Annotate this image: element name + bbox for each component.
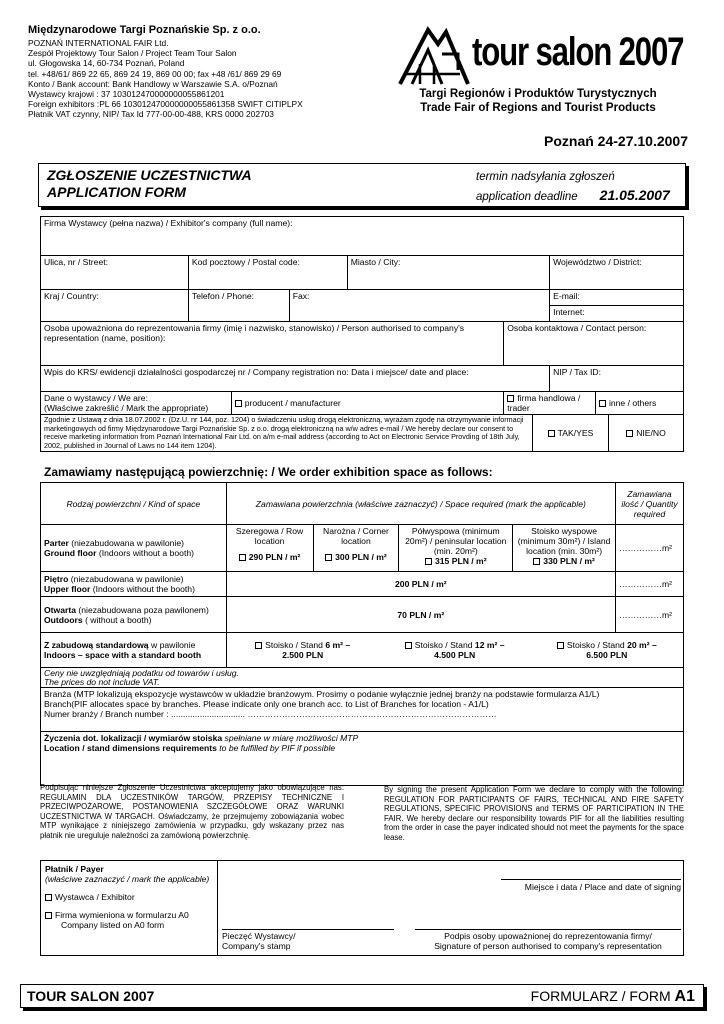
- stand-label: Stoisko / Stand: [414, 640, 473, 650]
- street-field[interactable]: Ulica, nr / Street:: [41, 256, 189, 290]
- stand-label: Stoisko / Stand: [265, 640, 323, 650]
- checkbox-icon[interactable]: [599, 400, 606, 407]
- upper-en: Upper floor: [44, 584, 91, 594]
- other-option[interactable]: [595, 392, 683, 415]
- corner-location-option[interactable]: [313, 525, 399, 572]
- stamp-label-en: Company's stamp: [222, 941, 291, 951]
- stamp-area[interactable]: [222, 929, 394, 951]
- exhibitor-details: [40, 216, 684, 452]
- checkbox-icon[interactable]: [239, 554, 246, 561]
- row-location-option[interactable]: [226, 525, 313, 572]
- option-price: 300 PLN / m²: [335, 552, 387, 562]
- terms-en: By signing the present Application Form we declare to comply with the following: REGULATION FOR PARTICIPANTS OF FAIRS, TECHNICAL AND FIRE SAFETY REGULATIONS, SPECIFIC PROVISIONS and TERMS OF PARTICIPATION IN THE FAIR. We hereby declare our responsibility towards PIF for all the liabilities resulting from the order in case the payer indicated should not meet the payments for the space lease.: [384, 785, 684, 842]
- deadline-date: 21.05.2007: [599, 187, 670, 203]
- place-date-field[interactable]: Miejsce i data / Place and date of signing: [501, 879, 681, 892]
- footer-title: TOUR SALON 2007: [27, 988, 155, 1004]
- tour-salon-logo: [398, 24, 688, 88]
- fair-name-pl: Targi Regionów i Produktów Turystycznych: [419, 88, 657, 100]
- consent-no-label: NIE/NO: [636, 428, 666, 439]
- payer-company-label: Firma wymieniona w formularzu A0: [55, 910, 189, 920]
- consent-yes-label: TAK/YES: [557, 428, 594, 439]
- branch-number: Numer branży / Branch number : ............................... ……………………………………………………………………………: [44, 709, 497, 720]
- checkbox-icon[interactable]: [325, 554, 332, 561]
- checkbox-icon[interactable]: [425, 558, 432, 565]
- exhibitor-type-title: Dane o wystawcy / We are:: [44, 393, 148, 403]
- ground-pl-sub: (niezabudowana w pawilonie): [71, 538, 184, 548]
- vat-note: [41, 668, 684, 688]
- signature-label-pl: Podpis osoby upoważnionej do reprezentowania firmy/: [444, 931, 652, 941]
- island-location-option[interactable]: [513, 525, 616, 572]
- payer-hint: (właściwe zaznaczyć / mark the applicable): [45, 874, 210, 884]
- payer-exhibitor-option[interactable]: [45, 892, 213, 902]
- logo-mark-icon: [398, 24, 470, 86]
- trader-label: firma handlowa / trader: [507, 393, 581, 413]
- organizer-block: [28, 24, 388, 120]
- outdoors-price: 70 PLN / m²: [226, 597, 615, 633]
- payer-company-option[interactable]: [45, 910, 213, 920]
- option-price: 315 PLN / m²: [434, 556, 487, 566]
- stand-price: 4.500 PLN: [434, 650, 476, 660]
- vat-note-pl: Ceny nie uwzględniają podatku od towarów i usług.: [44, 668, 239, 678]
- outdoors-en: Outdoors: [44, 614, 83, 625]
- province-field[interactable]: Województwo / District:: [550, 256, 684, 290]
- deadline-block: [476, 168, 670, 206]
- location-en: Location / stand dimensions requirements: [44, 743, 217, 754]
- option-price: 330 PLN / m²: [543, 556, 595, 566]
- branch-pl: Branża (MTP lokalizują ekspozycje wystawców w układzie branżowym. Prosimy o podanie wyłącznie jednej branży na podstawie formularza A1/L): [44, 689, 600, 700]
- checkbox-icon[interactable]: [405, 642, 412, 649]
- outdoors-pl-sub: (niezabudowana poza pawilonem): [78, 604, 209, 615]
- ground-pl: Parter: [44, 538, 69, 548]
- organizer-line: POZNAŃ INTERNATIONAL FAIR Ltd.: [28, 38, 169, 48]
- footer-form-code: A1: [674, 988, 695, 1005]
- organizer-line: Zespół Projektowy Tour Salon / Project Team Tour Salon: [28, 48, 237, 59]
- page-footer: [20, 984, 704, 1008]
- organizer-line: Konto / Bank account: Bank Handlowy w Warszawie S.A. o/Poznań: [28, 78, 278, 89]
- logo-text: tour salon 2007: [472, 30, 684, 74]
- consent-no[interactable]: [609, 415, 684, 452]
- upper-pl-sub: (niezabudowana w pawilonie): [70, 574, 184, 584]
- checkbox-icon[interactable]: [557, 642, 564, 649]
- stand-size: 20 m² –: [627, 640, 657, 650]
- trader-option[interactable]: [504, 392, 596, 415]
- postal-field[interactable]: Kod pocztowy / Postal code:: [188, 256, 347, 290]
- standard-booth-label: [41, 633, 227, 668]
- email-field[interactable]: E-mail:: [550, 290, 684, 306]
- upper-pl: Piętro: [44, 574, 69, 584]
- fair-name: [388, 87, 688, 115]
- branch-field[interactable]: [41, 688, 684, 732]
- outdoors-en-sub: ( without a booth): [85, 614, 152, 625]
- stand-price: 6.500 PLN: [586, 650, 628, 660]
- authorised-person-field[interactable]: Osoba upoważniona do reprezentowania firmy (imię i nazwisko, stanowisko) / Person authorised to company's representation (name, position):: [41, 322, 504, 366]
- fax-field[interactable]: Fax:: [289, 290, 549, 322]
- organizer-line: Foreign exhibitors :PL 66 103012470000000055861358 SWIFT CITIPLPX: [28, 99, 303, 110]
- checkbox-icon[interactable]: [235, 400, 242, 407]
- terms-pl: Podpisując niniejsze Zgłoszenie Uczestnictwa akceptujemy jako obowiązujące nas: REGULAMIN DLA UCZESTNIKÓW TARGÓW, PRZEPISY TECHNICZNE I PRZECIWPOŻAROWE, POSTANOWIENIA SZCZEGÓŁOWE ORAZ WARUNKI UCZESTNICTWA W TARGACH. Oświadczamy, że przejmujemy zobowiązania wobec MTP wynikające z niniejszego zamówienia w przypadku, gdy wskazany przez nas płatnik nie ureguluje należności za zamówioną powierzchnię.: [40, 783, 344, 840]
- kind-header: Rodzaj powierzchni / Kind of space: [41, 483, 227, 525]
- location-pl-sub: spełniane w miarę możliwości MTP: [224, 733, 359, 744]
- stand-size: 12 m² –: [474, 640, 505, 650]
- option-label: Półwyspowa (minimum 20m²) / peninsular location (min. 20m²): [405, 526, 507, 556]
- upper-floor-label: [41, 572, 227, 597]
- application-title-en: APPLICATION FORM: [47, 184, 186, 200]
- stamp-label-pl: Pieczęć Wystawcy/: [222, 931, 296, 941]
- space-order-table: [40, 482, 684, 786]
- standard-pl-sub: w pawilonie: [150, 640, 196, 650]
- peninsular-location-option[interactable]: [399, 525, 513, 572]
- location-en-sub: to be fulfilled by PIF if possible: [219, 743, 336, 754]
- ground-en: Ground floor: [44, 548, 97, 558]
- outdoors-pl: Otwarta: [44, 604, 76, 615]
- upper-en-sub: (Indoors without the booth): [92, 584, 195, 594]
- deadline-label-en: application deadline: [476, 191, 578, 203]
- deadline-label-pl: termin nadsyłania zgłoszeń: [476, 171, 615, 183]
- payer-exhibitor-label: Wystawca / Exhibitor: [55, 892, 135, 902]
- city-field[interactable]: Miasto / City:: [347, 256, 549, 290]
- checkbox-icon[interactable]: [255, 642, 262, 649]
- other-label: inne / others: [608, 398, 657, 408]
- checkbox-icon[interactable]: [45, 912, 52, 919]
- signature-field[interactable]: [415, 929, 681, 951]
- standard-en: Indoors – space with a standard booth: [44, 650, 202, 660]
- payer-signature-block: [40, 860, 684, 956]
- payer-company-label-en: Company listed on A0 form: [61, 920, 165, 930]
- payer-section: [41, 861, 218, 955]
- upper-qty-field[interactable]: ……………m²: [616, 572, 684, 597]
- stand-6-option[interactable]: [227, 633, 379, 667]
- registration-field[interactable]: Wpis do KRS/ ewidencji działalności gospodarczej nr / Company registration no: Data i miejsce/ date and place:: [41, 366, 550, 392]
- payer-title: Płatnik / Payer: [45, 864, 104, 874]
- option-label: Stoisko wyspowe (minimum 30m²) / Island location (min. 30m²): [517, 526, 611, 556]
- outdoors-label: [41, 597, 227, 633]
- exhibitor-type-label: [41, 392, 232, 415]
- organizer-company: Międzynarodowe Targi Poznańskie Sp. z o.o.: [28, 24, 261, 36]
- upper-floor-price: 200 PLN / m²: [226, 572, 615, 597]
- option-price: 290 PLN / m²: [248, 552, 301, 562]
- location-pl: Życzenia dot. lokalizacji / wymiarów stoiska: [44, 733, 223, 744]
- ground-floor-label: [41, 525, 227, 572]
- outdoors-qty-field[interactable]: ……………m²: [616, 597, 684, 633]
- stand-20-option[interactable]: [531, 633, 683, 667]
- checkbox-icon[interactable]: [626, 430, 633, 437]
- stand-label: Stoisko / Stand: [566, 640, 625, 650]
- checkbox-icon[interactable]: [507, 395, 514, 402]
- nip-field[interactable]: NIP / Tax ID:: [550, 366, 684, 392]
- consent-text: Zgodnie z Ustawą z dnia 18.07.2002 r. (Dz.U. nr 144, poz. 1204) o świadczeniu usług drogą elektroniczną, wyrażam zgodę na otrzymywanie informacji marketingowych od firmy Międzynarodowe Targi Poznańskie Sp. z o.o. drogą elektroniczną na w/w adres e-mail / We hereby declare our consent to receive marketing information from Poznań International Fair Ltd. on a/m e-mail address (according to Act on Electronic Service Provding of 18th July, 2002, published in Journal of Laws no 144 item 1204).: [41, 415, 533, 452]
- producer-label: producent / manufacturer: [244, 398, 341, 408]
- producer-option[interactable]: [231, 392, 504, 415]
- company-field[interactable]: Firma Wystawcy (pełna nazwa) / Exhibitor's company (full name):: [41, 217, 684, 256]
- organizer-line: tel. +48/61/ 869 22 65, 869 24 19, 869 00 00; fax +48 /61/ 869 29 69: [28, 68, 282, 79]
- order-heading: Zamawiamy następującą powierzchnię: / We order exhibition space as follows:: [44, 465, 493, 479]
- ground-en-sub: (Indoors without a booth): [98, 548, 194, 558]
- stand-12-option[interactable]: [379, 633, 531, 667]
- ground-qty-field[interactable]: ……………m²: [616, 525, 684, 572]
- organizer-line: Płatnik VAT czynny, NIP/ Tax Id 777-00-00-488, KRS 0000 202703: [28, 109, 274, 120]
- signature-label-en: Signature of person authorised to company's representation: [434, 941, 662, 951]
- location-requests-field[interactable]: [41, 732, 684, 786]
- application-header: [38, 163, 686, 207]
- fair-dates: Poznań 24-27.10.2007: [544, 133, 688, 149]
- internet-field[interactable]: Internet:: [550, 306, 684, 322]
- organizer-line: ul. Głogowska 14, 60-734 Poznań, Poland: [28, 58, 185, 69]
- phone-field[interactable]: Telefon / Phone:: [188, 290, 289, 322]
- checkbox-icon[interactable]: [548, 430, 555, 437]
- space-header: Zamawiana powierzchnia (właściwe zaznaczyć) / Space required (mark the applicable): [226, 483, 615, 525]
- exhibitor-type-hint: (Właściwe zakreślić / Mark the appropriate): [44, 403, 209, 413]
- stand-size: 6 m² –: [325, 640, 351, 650]
- vat-note-en: The prices do not include VAT.: [44, 676, 160, 687]
- fair-name-en: Trade Fair of Regions and Tourist Products: [420, 102, 656, 114]
- option-label: Szeregowa / Row location: [235, 526, 304, 546]
- application-title-pl: ZGŁOSZENIE UCZESTNICTWA: [47, 167, 252, 183]
- qty-header: Zamawiana ilość / Quantity required: [616, 483, 684, 525]
- standard-stands: [226, 633, 683, 668]
- stand-price: 2.500 PLN: [282, 650, 324, 660]
- option-label: Narożna / Corner location: [322, 526, 389, 546]
- organizer-line: Wystawcy krajowi : 37 103012470000000055861201: [28, 89, 225, 100]
- footer-form-label: FORMULARZ / FORM: [530, 988, 671, 1004]
- standard-pl: Z zabudową standardową: [44, 640, 149, 650]
- checkbox-icon[interactable]: [533, 558, 540, 565]
- consent-yes[interactable]: [533, 415, 609, 452]
- country-field[interactable]: Kraj / Country:: [41, 290, 189, 322]
- branch-en: Branch(PIF allocates space by branches. Please indicate only one branch acc. to List of Branches for location - A1/L): [44, 699, 489, 710]
- contact-person-field[interactable]: Osoba kontaktowa / Contact person:: [504, 322, 684, 366]
- checkbox-icon[interactable]: [45, 894, 52, 901]
